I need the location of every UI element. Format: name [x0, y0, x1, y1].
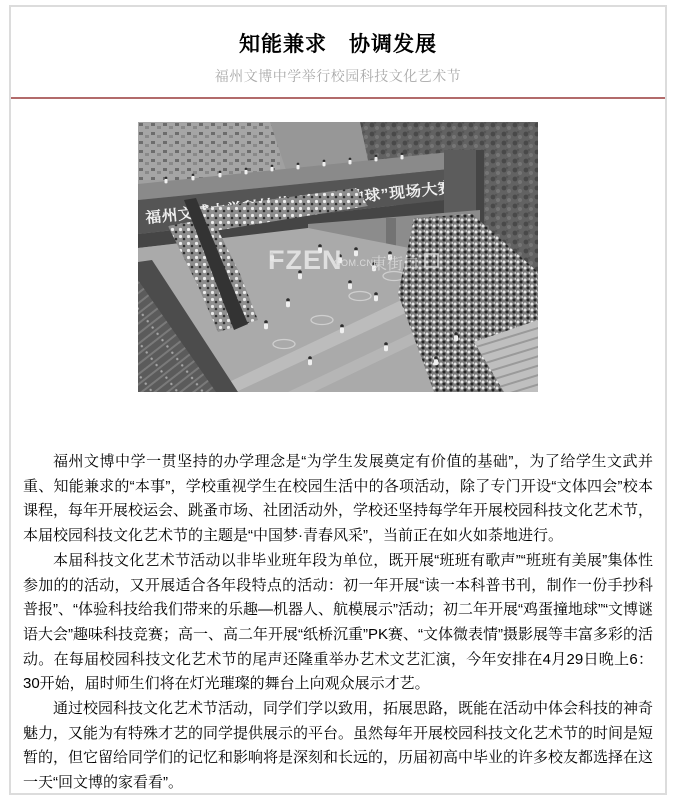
article-page: [9, 5, 667, 795]
article-body: [23, 450, 653, 795]
paragraph-1: 福州文博中学一贯坚持的办学理念是“为学生发展奠定有价值的基础”，为了给学生文武并重、知能兼求的“本事”，学校重视学生在校园生活中的各项活动，除了专门开设“文体四会”校本课程，每年开展校运会、跳蚤市场、社团活动外，学校还坚持每学年开展校园科技文化艺术节，本届校园科技文化艺术节的主题是“中国梦·青春风采”，当前正在如火如荼地进行。: [23, 453, 654, 545]
event-photo-figure: [11, 122, 665, 392]
title-divider: [11, 97, 665, 99]
page-subtitle: 福州文博中学举行校园科技文化艺术节: [214, 68, 462, 84]
paragraph-3: 通过校园科技文化艺术节活动，同学们学以致用，拓展思路，既能在活动中体会科技的神奇魅力，又能为有特殊才艺的同学提供展示的平台。虽然每年开展校园科技文化艺术节的时间是短暂的，但它留给同学们的记忆和影响将是深刻和长远的，历届初高中毕业的许多校友都选择在这一天“回文博的家看看”。: [23, 700, 654, 792]
watermark-domain: COM.CN: [334, 258, 374, 268]
page-title: 知能兼求 协调发展: [239, 33, 437, 56]
event-photo: [138, 122, 538, 392]
watermark-main: FZEN: [268, 245, 343, 275]
paragraph-2: 本届科技文化艺术节活动以非毕业班年段为单位，既开展“班班有歌声”“班班有美展”集体性参加的的活动，又开展适合各年段特点的活动：初一年开展“读一本科普书刊，制作一份手抄科普报”、“体验科技给我们带来的乐趣—机器人、航模展示”活动；初二年开展“鸡蛋撞地球”“文博谜语大会”趣味科技竞赛；高一、高二年开展“纸桥沉重”PK赛、“文体微表情”摄影展等丰富多彩的活动。在每届校园科技文化艺术节的尾声还隆重举办艺术文艺汇演，今年安排在4月29日晚上6：30开始，届时师生们将在灯光璀璨的舞台上向观众展示才艺。: [23, 551, 653, 693]
watermark-suffix: 東街口: [371, 256, 420, 273]
